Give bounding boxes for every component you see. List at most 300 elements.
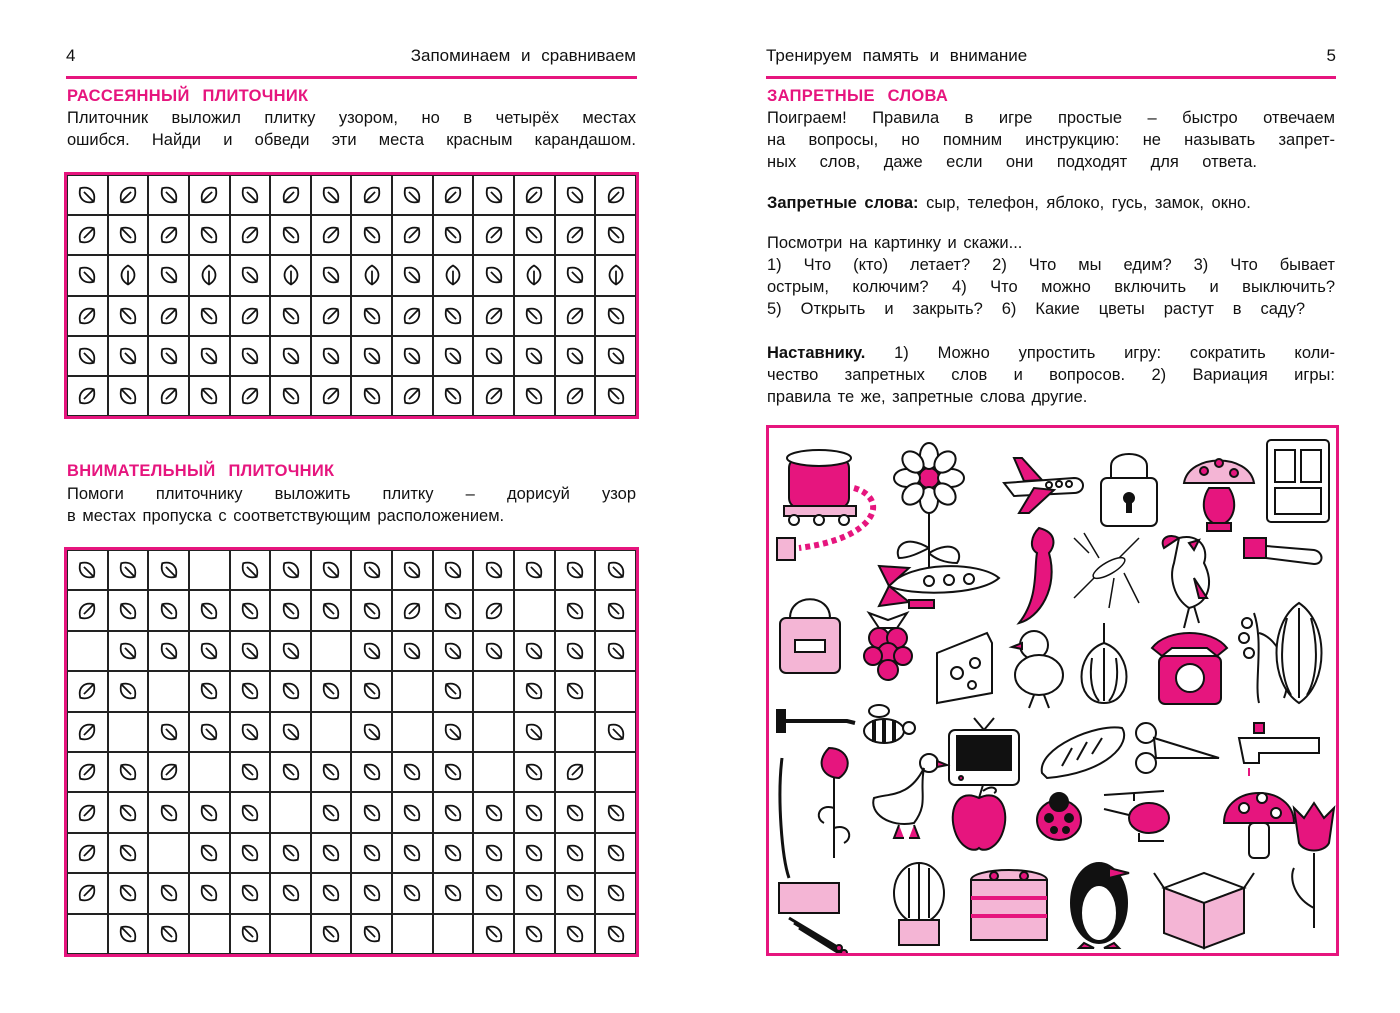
grid2-tile[interactable] xyxy=(67,752,108,792)
grid1-tile[interactable] xyxy=(351,336,392,376)
grid2-tile[interactable] xyxy=(311,550,352,590)
grid1-tile[interactable] xyxy=(311,215,352,255)
grid2-tile[interactable] xyxy=(189,590,230,630)
grid2-tile[interactable] xyxy=(311,671,352,711)
grid2-tile[interactable] xyxy=(311,631,352,671)
grid2-tile[interactable] xyxy=(595,833,636,873)
grid2-tile[interactable] xyxy=(148,914,189,954)
grid2-tile[interactable] xyxy=(595,671,636,711)
grid2-tile[interactable] xyxy=(67,590,108,630)
right-page-header: Тренируем память и внимание xyxy=(766,46,1028,65)
grid1-tile[interactable] xyxy=(392,376,433,416)
grid1-tile[interactable] xyxy=(148,175,189,215)
grid2-tile[interactable] xyxy=(189,792,230,832)
objects-picture xyxy=(766,425,1339,956)
grid1-tile[interactable] xyxy=(67,215,108,255)
leaf-icon xyxy=(318,840,344,866)
grid1-tile[interactable] xyxy=(351,255,392,295)
leaf-icon xyxy=(74,262,100,288)
leaf-icon xyxy=(603,343,629,369)
leaf-icon xyxy=(603,598,629,624)
grid1-tile[interactable] xyxy=(392,296,433,336)
grid2-tile[interactable] xyxy=(555,833,596,873)
grid1-tile[interactable] xyxy=(473,376,514,416)
grid2-tile[interactable] xyxy=(351,833,392,873)
grid1-tile[interactable] xyxy=(67,255,108,295)
leaf-icon xyxy=(196,222,222,248)
grid2-tile[interactable] xyxy=(595,712,636,752)
grid1-tile[interactable] xyxy=(230,296,271,336)
grid2-tile[interactable] xyxy=(311,914,352,954)
grid2-tile[interactable] xyxy=(270,550,311,590)
grid1-tile[interactable] xyxy=(311,376,352,416)
grid2-tile[interactable] xyxy=(433,833,474,873)
grid1-tile[interactable] xyxy=(148,255,189,295)
grid2-tile[interactable] xyxy=(433,671,474,711)
grid2-tile[interactable] xyxy=(67,550,108,590)
grid2-tile[interactable] xyxy=(514,873,555,913)
goose-icon xyxy=(873,754,947,838)
leaf-icon xyxy=(156,719,182,745)
grid1-tile[interactable] xyxy=(67,296,108,336)
grid2-tile[interactable] xyxy=(270,792,311,832)
grid2-tile[interactable] xyxy=(108,792,149,832)
grid1-tile[interactable] xyxy=(189,336,230,376)
leaf-icon xyxy=(318,383,344,409)
grid1-tile[interactable] xyxy=(351,376,392,416)
grid2-tile[interactable] xyxy=(392,712,433,752)
grid2-tile[interactable] xyxy=(555,752,596,792)
grid1-tile[interactable] xyxy=(67,376,108,416)
grid2-tile[interactable] xyxy=(392,590,433,630)
grid2-tile[interactable] xyxy=(595,873,636,913)
grid2-tile[interactable] xyxy=(555,914,596,954)
grid2-tile[interactable] xyxy=(473,590,514,630)
grid1-tile[interactable] xyxy=(595,255,636,295)
grid1-tile[interactable] xyxy=(433,296,474,336)
grid2-tile[interactable] xyxy=(108,671,149,711)
grid2-tile[interactable] xyxy=(433,550,474,590)
grid1-tile[interactable] xyxy=(148,215,189,255)
grid2-tile[interactable] xyxy=(148,590,189,630)
leaf-icon xyxy=(237,880,263,906)
leaf-icon xyxy=(196,262,222,288)
grid1-tile[interactable] xyxy=(189,215,230,255)
tile-grid-complete-pattern[interactable] xyxy=(64,547,639,957)
leaf-icon xyxy=(196,880,222,906)
leaf-icon xyxy=(440,719,466,745)
grid2-tile[interactable] xyxy=(514,671,555,711)
grid2-tile[interactable] xyxy=(270,631,311,671)
grid1-tile[interactable] xyxy=(148,336,189,376)
grid2-tile[interactable] xyxy=(351,752,392,792)
grid1-tile[interactable] xyxy=(555,175,596,215)
leaf-icon xyxy=(318,921,344,947)
grid1-tile[interactable] xyxy=(311,336,352,376)
grid1-tile[interactable] xyxy=(514,215,555,255)
grid1-tile[interactable] xyxy=(270,376,311,416)
grid2-tile[interactable] xyxy=(270,671,311,711)
leaf-icon xyxy=(237,222,263,248)
leaf-icon xyxy=(440,638,466,664)
grid1-tile[interactable] xyxy=(473,175,514,215)
leaf-icon xyxy=(318,343,344,369)
grid2-tile[interactable] xyxy=(514,631,555,671)
grid2-tile[interactable] xyxy=(392,914,433,954)
leaf-icon xyxy=(115,557,141,583)
leaf-icon xyxy=(74,840,100,866)
grid2-tile[interactable] xyxy=(148,833,189,873)
task1-line-2: ошибся. Найди и обведи эти места красным карандашом. xyxy=(67,131,636,149)
grid2-tile[interactable] xyxy=(311,833,352,873)
grid1-tile[interactable] xyxy=(473,255,514,295)
grid1-tile[interactable] xyxy=(392,255,433,295)
grid2-tile[interactable] xyxy=(514,550,555,590)
tile-grid-find-mistakes[interactable] xyxy=(64,172,639,419)
leaf-icon xyxy=(521,343,547,369)
leaf-icon xyxy=(481,303,507,329)
leaf-icon xyxy=(521,262,547,288)
grid1-tile[interactable] xyxy=(595,376,636,416)
grid2-tile[interactable] xyxy=(230,590,271,630)
grid2-tile[interactable] xyxy=(108,833,149,873)
grid1-tile[interactable] xyxy=(433,215,474,255)
grid2-tile[interactable] xyxy=(595,752,636,792)
grid2-tile[interactable] xyxy=(351,712,392,752)
grid2-tile[interactable] xyxy=(230,833,271,873)
grid2-tile[interactable] xyxy=(270,873,311,913)
grid2-tile[interactable] xyxy=(473,914,514,954)
leaf-icon xyxy=(278,880,304,906)
leaf-icon xyxy=(440,303,466,329)
grid1-tile[interactable] xyxy=(351,175,392,215)
grid2-tile[interactable] xyxy=(108,590,149,630)
grid1-tile[interactable] xyxy=(189,255,230,295)
grid2-tile[interactable] xyxy=(392,833,433,873)
grid2-tile[interactable] xyxy=(514,914,555,954)
grid1-tile[interactable] xyxy=(351,215,392,255)
grid1-tile[interactable] xyxy=(230,175,271,215)
grid2-tile[interactable] xyxy=(473,873,514,913)
leaf-icon xyxy=(481,222,507,248)
grid2-tile[interactable] xyxy=(148,712,189,752)
grid2-tile[interactable] xyxy=(189,873,230,913)
grid1-tile[interactable] xyxy=(514,175,555,215)
grid2-tile[interactable] xyxy=(514,752,555,792)
leaf-icon xyxy=(399,800,425,826)
leaf-icon xyxy=(359,719,385,745)
leaf-icon xyxy=(440,262,466,288)
leaf-icon xyxy=(481,598,507,624)
grid1-tile[interactable] xyxy=(148,376,189,416)
grid2-tile[interactable] xyxy=(351,671,392,711)
grid2-tile[interactable] xyxy=(189,550,230,590)
grid2-tile[interactable] xyxy=(189,752,230,792)
grid2-tile[interactable] xyxy=(230,752,271,792)
tulip-icon xyxy=(1292,803,1334,928)
grid2-tile[interactable] xyxy=(595,631,636,671)
grid2-tile[interactable] xyxy=(595,792,636,832)
grid1-tile[interactable] xyxy=(108,336,149,376)
grid2-tile[interactable] xyxy=(433,631,474,671)
grid2-tile[interactable] xyxy=(473,550,514,590)
grid2-tile[interactable] xyxy=(351,792,392,832)
grid1-tile[interactable] xyxy=(433,255,474,295)
leaf-icon xyxy=(399,880,425,906)
grid2-tile[interactable] xyxy=(148,752,189,792)
grid1-tile[interactable] xyxy=(270,175,311,215)
grid2-tile[interactable] xyxy=(392,671,433,711)
grid1-tile[interactable] xyxy=(392,336,433,376)
grid1-tile[interactable] xyxy=(433,376,474,416)
grid2-tile[interactable] xyxy=(230,631,271,671)
grid2-tile[interactable] xyxy=(433,792,474,832)
grid1-tile[interactable] xyxy=(108,296,149,336)
grid2-tile[interactable] xyxy=(230,873,271,913)
grid1-tile[interactable] xyxy=(392,215,433,255)
grid1-tile[interactable] xyxy=(230,255,271,295)
grid1-tile[interactable] xyxy=(555,296,596,336)
leaf-icon xyxy=(196,678,222,704)
grid2-tile[interactable] xyxy=(311,712,352,752)
grid1-tile[interactable] xyxy=(270,215,311,255)
grid1-tile[interactable] xyxy=(514,376,555,416)
grid1-tile[interactable] xyxy=(595,296,636,336)
grid2-tile[interactable] xyxy=(189,712,230,752)
grid1-tile[interactable] xyxy=(514,296,555,336)
grid2-tile[interactable] xyxy=(108,712,149,752)
grid2-tile[interactable] xyxy=(108,550,149,590)
grid2-tile[interactable] xyxy=(351,873,392,913)
grid2-tile[interactable] xyxy=(270,590,311,630)
tap-icon xyxy=(1239,723,1319,776)
grid2-tile[interactable] xyxy=(555,873,596,913)
leaf-icon xyxy=(562,383,588,409)
leaf-icon xyxy=(237,759,263,785)
leaf-icon xyxy=(156,638,182,664)
grid2-tile[interactable] xyxy=(595,590,636,630)
grid1-tile[interactable] xyxy=(595,215,636,255)
grid1-tile[interactable] xyxy=(270,296,311,336)
grid2-tile[interactable] xyxy=(230,671,271,711)
grid2-tile[interactable] xyxy=(311,873,352,913)
grid1-tile[interactable] xyxy=(595,175,636,215)
grid2-tile[interactable] xyxy=(473,833,514,873)
leaf-icon xyxy=(603,800,629,826)
grid2-tile[interactable] xyxy=(555,792,596,832)
leaf-icon xyxy=(359,383,385,409)
grid1-tile[interactable] xyxy=(108,175,149,215)
leaf-icon xyxy=(318,880,344,906)
grid2-tile[interactable] xyxy=(108,752,149,792)
leaf-icon xyxy=(115,182,141,208)
grid2-tile[interactable] xyxy=(148,631,189,671)
grid1-tile[interactable] xyxy=(270,336,311,376)
grid2-tile[interactable] xyxy=(108,914,149,954)
grid2-tile[interactable] xyxy=(473,752,514,792)
grid2-tile[interactable] xyxy=(473,631,514,671)
grid2-tile[interactable] xyxy=(108,631,149,671)
grid2-tile[interactable] xyxy=(555,631,596,671)
grid1-tile[interactable] xyxy=(311,255,352,295)
leaf-icon xyxy=(318,800,344,826)
leaf-icon xyxy=(278,557,304,583)
grid2-tile[interactable] xyxy=(189,631,230,671)
grid2-tile[interactable] xyxy=(351,550,392,590)
leaf-icon xyxy=(603,222,629,248)
grid1-tile[interactable] xyxy=(108,376,149,416)
grid2-tile[interactable] xyxy=(230,914,271,954)
grid2-tile[interactable] xyxy=(311,752,352,792)
grid2-tile[interactable] xyxy=(67,914,108,954)
grid1-tile[interactable] xyxy=(433,175,474,215)
grid1-tile[interactable] xyxy=(555,336,596,376)
grid2-tile[interactable] xyxy=(108,873,149,913)
leaf-icon xyxy=(562,303,588,329)
grid1-tile[interactable] xyxy=(514,255,555,295)
leaf-icon xyxy=(359,343,385,369)
grid2-tile[interactable] xyxy=(270,833,311,873)
grid2-tile[interactable] xyxy=(351,914,392,954)
grid2-tile[interactable] xyxy=(433,752,474,792)
grid1-tile[interactable] xyxy=(108,215,149,255)
grid2-tile[interactable] xyxy=(392,550,433,590)
grid2-tile[interactable] xyxy=(67,712,108,752)
grid2-tile[interactable] xyxy=(189,914,230,954)
grid2-tile[interactable] xyxy=(514,712,555,752)
grid2-tile[interactable] xyxy=(148,792,189,832)
grid1-tile[interactable] xyxy=(270,255,311,295)
leaf-icon xyxy=(603,262,629,288)
grid2-tile[interactable] xyxy=(555,590,596,630)
grid2-tile[interactable] xyxy=(311,590,352,630)
leaf-icon xyxy=(521,303,547,329)
grid2-tile[interactable] xyxy=(555,712,596,752)
grid2-tile[interactable] xyxy=(473,792,514,832)
leaf-icon xyxy=(359,557,385,583)
grid2-tile[interactable] xyxy=(148,550,189,590)
forbidden-label: Запретные слова: xyxy=(767,194,919,212)
grid1-tile[interactable] xyxy=(555,255,596,295)
grid2-tile[interactable] xyxy=(351,590,392,630)
rose-icon xyxy=(819,748,849,858)
grid1-tile[interactable] xyxy=(230,376,271,416)
grid1-tile[interactable] xyxy=(473,296,514,336)
grid1-tile[interactable] xyxy=(67,336,108,376)
grid1-tile[interactable] xyxy=(189,376,230,416)
grid1-tile[interactable] xyxy=(148,296,189,336)
grid1-tile[interactable] xyxy=(67,175,108,215)
grid2-tile[interactable] xyxy=(595,550,636,590)
grid2-tile[interactable] xyxy=(555,550,596,590)
grid1-tile[interactable] xyxy=(108,255,149,295)
grid1-tile[interactable] xyxy=(189,296,230,336)
leaf-icon xyxy=(278,678,304,704)
leaf-icon xyxy=(74,557,100,583)
grid1-tile[interactable] xyxy=(230,336,271,376)
bee-icon xyxy=(864,705,915,743)
grid2-tile[interactable] xyxy=(392,873,433,913)
leaf-icon xyxy=(481,262,507,288)
grid2-tile[interactable] xyxy=(473,712,514,752)
grid2-tile[interactable] xyxy=(148,873,189,913)
task2-title: ВНИМАТЕЛЬНЫЙ ПЛИТОЧНИК xyxy=(67,462,335,480)
leaf-icon xyxy=(196,343,222,369)
leaf-icon xyxy=(481,800,507,826)
grid2-tile[interactable] xyxy=(473,671,514,711)
leaf-icon xyxy=(318,222,344,248)
leaf-icon xyxy=(74,303,100,329)
grid2-tile[interactable] xyxy=(67,792,108,832)
grid2-tile[interactable] xyxy=(189,833,230,873)
leaf-icon xyxy=(440,800,466,826)
grid1-tile[interactable] xyxy=(433,336,474,376)
grid1-tile[interactable] xyxy=(514,336,555,376)
grid2-tile[interactable] xyxy=(351,631,392,671)
grid2-tile[interactable] xyxy=(433,914,474,954)
grid2-tile[interactable] xyxy=(189,671,230,711)
grid1-tile[interactable] xyxy=(473,215,514,255)
grid1-tile[interactable] xyxy=(555,376,596,416)
grid2-tile[interactable] xyxy=(270,752,311,792)
grid2-tile[interactable] xyxy=(311,792,352,832)
grid1-tile[interactable] xyxy=(392,175,433,215)
grid2-tile[interactable] xyxy=(514,792,555,832)
mentor-line-1 xyxy=(767,342,1335,364)
task1-title: РАССЕЯННЫЙ ПЛИТОЧНИК xyxy=(67,87,309,105)
grid1-tile[interactable] xyxy=(555,215,596,255)
grid2-tile[interactable] xyxy=(270,914,311,954)
garlic-icon xyxy=(1082,623,1127,703)
grid2-tile[interactable] xyxy=(230,712,271,752)
leaf-icon xyxy=(74,759,100,785)
grid2-tile[interactable] xyxy=(514,833,555,873)
leaf-icon xyxy=(481,880,507,906)
grid2-tile[interactable] xyxy=(555,671,596,711)
grid2-tile[interactable] xyxy=(230,792,271,832)
grid2-tile[interactable] xyxy=(67,631,108,671)
grid2-tile[interactable] xyxy=(433,590,474,630)
leaf-icon xyxy=(237,557,263,583)
mosquito-icon xyxy=(1074,533,1139,608)
grid1-tile[interactable] xyxy=(595,336,636,376)
grid2-tile[interactable] xyxy=(67,873,108,913)
grid2-tile[interactable] xyxy=(230,550,271,590)
grid1-tile[interactable] xyxy=(311,175,352,215)
grid2-tile[interactable] xyxy=(514,590,555,630)
grid1-tile[interactable] xyxy=(189,175,230,215)
grid2-tile[interactable] xyxy=(433,712,474,752)
leaf-icon xyxy=(115,262,141,288)
leaf-icon xyxy=(278,343,304,369)
grid1-tile[interactable] xyxy=(473,336,514,376)
grid2-tile[interactable] xyxy=(392,752,433,792)
grid2-tile[interactable] xyxy=(67,671,108,711)
grid1-tile[interactable] xyxy=(351,296,392,336)
grid2-tile[interactable] xyxy=(392,631,433,671)
grid1-tile[interactable] xyxy=(230,215,271,255)
leaf-icon xyxy=(74,800,100,826)
grid2-tile[interactable] xyxy=(392,792,433,832)
grid1-tile[interactable] xyxy=(311,296,352,336)
grid2-tile[interactable] xyxy=(67,833,108,873)
grid2-tile[interactable] xyxy=(595,914,636,954)
grid2-tile[interactable] xyxy=(270,712,311,752)
grid2-tile[interactable] xyxy=(433,873,474,913)
grid2-tile[interactable] xyxy=(148,671,189,711)
leaf-icon xyxy=(399,759,425,785)
leaf-icon xyxy=(521,921,547,947)
